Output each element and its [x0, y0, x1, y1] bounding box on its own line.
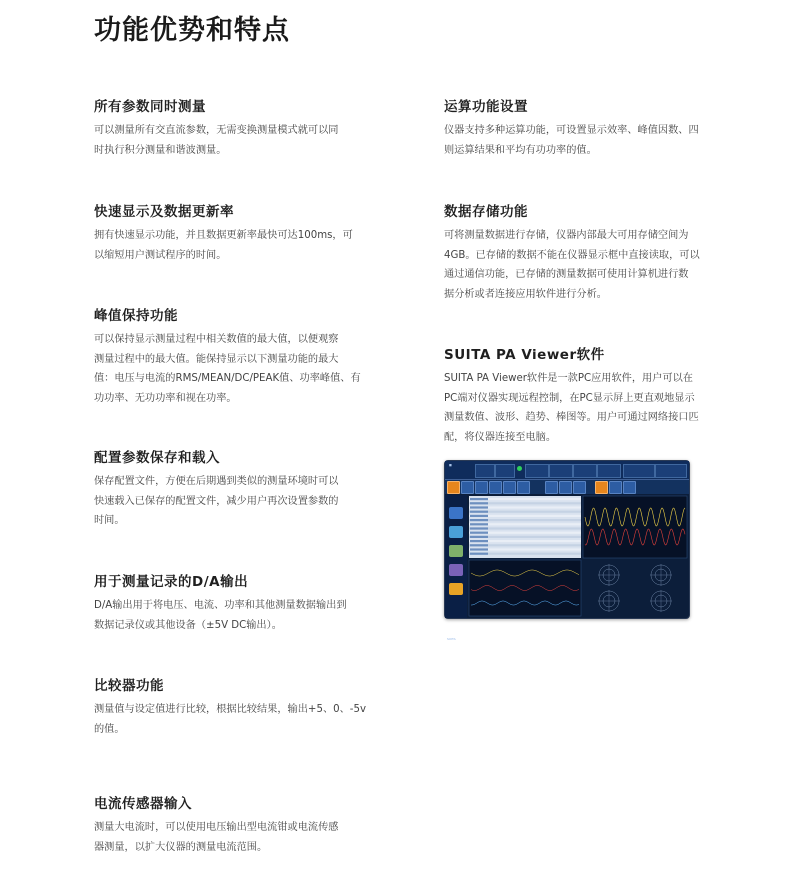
- feature-title: 所有参数同时测量: [94, 99, 206, 115]
- suita-pa-viewer-screenshot: [444, 460, 690, 641]
- feature-desc: 测量值与设定值进行比较，根据比较结果，输出+5、0、-5v 的值。: [94, 704, 366, 735]
- feature-title: 用于测量记录的D/A输出: [94, 574, 249, 590]
- table-row-header: [470, 506, 488, 508]
- feature-current-sensor: [94, 792, 384, 857]
- screenshot-window-title: ■: [449, 463, 452, 467]
- table-row-header: [470, 548, 488, 550]
- feature-desc: 拥有快速显示功能，并且数据更新率最快可达100ms，可 以缩短用户测试程序的时间。: [94, 230, 353, 261]
- table-row-header: [470, 519, 488, 521]
- screenshot-graphics: [445, 461, 689, 618]
- feature-da-output: [94, 570, 384, 635]
- feature-desc: 可将测量数据进行存储，仪器内部最大可用存储空间为 4GB。已存储的数据不能在仪器显示框中直接读取，可以 通过通信功能，已存储的测量数据可使用计算机进行数 据分析或者连接应用软件进行分析。: [444, 230, 700, 300]
- feature-fast-update: [94, 200, 384, 265]
- feature-title: 快速显示及数据更新率: [94, 204, 234, 220]
- feature-title: SUITA PA Viewer软件: [444, 347, 605, 363]
- table-row-header: [470, 502, 488, 504]
- feature-title: 比较器功能: [94, 678, 164, 694]
- feature-desc: 仪器支持多种运算功能，可设置显示效率、峰值因数、四 则运算结果和平均有功功率的值。: [444, 125, 699, 156]
- feature-desc: 测量大电流时，可以使用电压输出型电流钳或电流传感 器测量，以扩大仪器的测量电流范围。: [94, 822, 339, 853]
- table-row-header: [470, 527, 488, 529]
- feature-comparator: [94, 674, 384, 739]
- feature-desc: 保存配置文件，方便在后期遇到类似的测量环境时可以 快速载入已保存的配置文件，减少用户再次设置参数的 时间。: [94, 476, 339, 527]
- page-title: 功能优势和特点: [94, 15, 290, 46]
- table-row-header: [470, 532, 488, 534]
- table-row-header: [470, 515, 488, 517]
- table-row-header: [470, 553, 488, 555]
- feature-title: 数据存储功能: [444, 204, 528, 220]
- feature-computation: [444, 95, 734, 160]
- feature-title: 运算功能设置: [444, 99, 528, 115]
- feature-desc: D/A输出用于将电压、电流、功率和其他测量数据输出到 数据记录仪或其他设备（±5V DC输出）。: [94, 600, 347, 631]
- feature-peak-hold: [94, 304, 384, 408]
- feature-desc: SUITA PA Viewer软件是一款PC应用软件，用户可以在 PC端对仪器实现远程控制，在PC显示屏上更直观地显示 测量数值、波形、趋势、棒图等。用户可通过网络接口匹 配，将仪器连接至电脑。: [444, 373, 699, 443]
- table-row-header: [470, 523, 488, 525]
- feature-pa-viewer: [444, 343, 734, 447]
- feature-simultaneous-measurement: [94, 95, 384, 160]
- table-row-header: [470, 498, 488, 500]
- screenshot-brand: SUITA: [447, 637, 456, 641]
- feature-title: 电流传感器输入: [94, 796, 192, 812]
- feature-desc: 可以测量所有交直流参数，无需变换测量模式就可以同 时执行积分测量和谐波测量。: [94, 125, 339, 156]
- table-row-header: [470, 511, 488, 513]
- table-row-header: [470, 540, 488, 542]
- feature-config-save-load: [94, 446, 384, 531]
- table-row-header: [470, 536, 488, 538]
- table-row-header: [470, 544, 488, 546]
- feature-desc: 可以保持显示测量过程中相关数值的最大值，以便观察 测量过程中的最大值。能保持显示以下测量功能的最大 值：电压与电流的RMS/MEAN/DC/PEAK值、功率峰值、有 功功率、无功功率和视在功率。: [94, 334, 361, 404]
- feature-title: 配置参数保存和载入: [94, 450, 220, 466]
- feature-title: 峰值保持功能: [94, 308, 178, 324]
- feature-data-storage: [444, 200, 734, 304]
